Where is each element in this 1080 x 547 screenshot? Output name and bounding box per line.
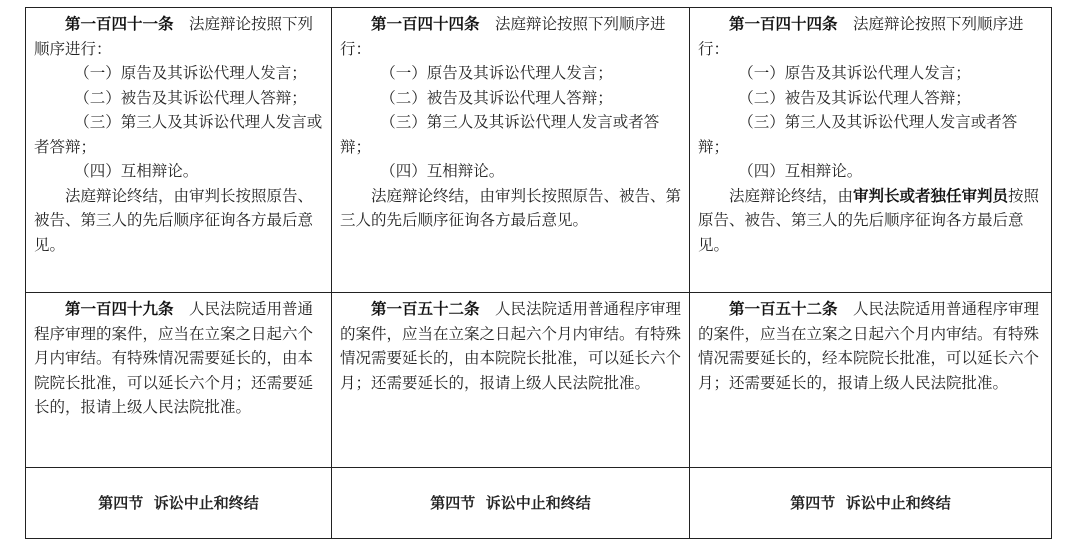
article-item: （三）第三人及其诉讼代理人发言或者答辩； — [698, 113, 1018, 156]
article-lead: 法庭辩论按照下列顺序进行： — [340, 15, 666, 58]
law-comparison-table — [25, 7, 1052, 539]
article-closing: 法庭辩论终结，由审判长按照原告、被告、第三人的先后顺序征询各方最后意见。 — [340, 186, 682, 229]
table-cell — [690, 468, 1052, 539]
article-lead: 法庭辩论按照下列顺序进行： — [698, 15, 1024, 58]
article-title: 第一百五十二条 — [371, 300, 480, 318]
article-title: 第一百四十四条 — [371, 15, 480, 33]
table-cell — [332, 8, 690, 293]
article-body: 人民法院适用普通程序审理的案件，应当在立案之日起六个月内审结。有特殊情况需要延长的，由本院院长批准，可以延长六个月；还需要延长的，报请上级人民法院批准。 — [34, 300, 314, 416]
closing-text: 按照原告、被告、第三人的先后顺序征询各方最后意见。 — [698, 186, 1040, 254]
article-item: （三）第三人及其诉讼代理人发言或者答辩； — [340, 113, 660, 156]
section-heading: 第四节 诉讼中止和终结 — [790, 493, 951, 512]
article-item: （二）被告及其诉讼代理人答辩； — [380, 88, 613, 107]
article-body: 人民法院适用普通程序审理的案件，应当在立案之日起六个月内审结。有特殊情况需要延长的，由本院院长批准，可以延长六个月；还需要延长的，报请上级人民法院批准。 — [340, 300, 682, 392]
table-cell — [332, 293, 690, 468]
table-cell — [690, 293, 1052, 468]
table-cell — [26, 468, 332, 539]
closing-text: 法庭辩论终结，由 — [729, 186, 854, 205]
article-item: （二）被告及其诉讼代理人答辩； — [74, 88, 307, 107]
article-item: （四）互相辩论。 — [74, 162, 199, 180]
closing-highlight: 审判长或者独任审判员 — [853, 186, 1009, 205]
table-cell — [332, 468, 690, 539]
article-item: （四）互相辩论。 — [380, 162, 505, 180]
table-cell — [690, 8, 1052, 293]
table-cell — [26, 8, 332, 293]
article-title: 第一百五十二条 — [729, 300, 838, 318]
table-row — [26, 293, 1052, 468]
article-item: （一）原告及其诉讼代理人发言； — [738, 64, 971, 82]
article-item: （四）互相辩论。 — [738, 162, 863, 180]
article-item: （一）原告及其诉讼代理人发言； — [74, 64, 307, 82]
table-cell — [26, 293, 332, 468]
article-item: （三）第三人及其诉讼代理人发言或者答辩； — [34, 113, 323, 156]
article-item: （一）原告及其诉讼代理人发言； — [380, 64, 613, 82]
article-title: 第一百四十四条 — [729, 15, 838, 33]
article-item: （二）被告及其诉讼代理人答辩； — [738, 88, 971, 107]
article-title: 第一百四十一条 — [65, 15, 174, 33]
table-row — [26, 8, 1052, 293]
section-heading: 第四节 诉讼中止和终结 — [430, 493, 591, 512]
article-closing — [698, 184, 1045, 258]
table-row — [26, 468, 1052, 539]
article-body: 人民法院适用普通程序审理的案件，应当在立案之日起六个月内审结。有特殊情况需要延长的，经本院院长批准，可以延长六个月；还需要延长的，报请上级人民法院批准。 — [698, 300, 1040, 392]
article-closing: 法庭辩论终结，由审判长按照原告、被告、第三人的先后顺序征询各方最后意见。 — [34, 186, 314, 254]
article-title: 第一百四十九条 — [65, 300, 174, 318]
article-lead: 法庭辩论按照下列顺序进行： — [34, 15, 314, 58]
section-heading: 第四节 诉讼中止和终结 — [98, 493, 259, 512]
